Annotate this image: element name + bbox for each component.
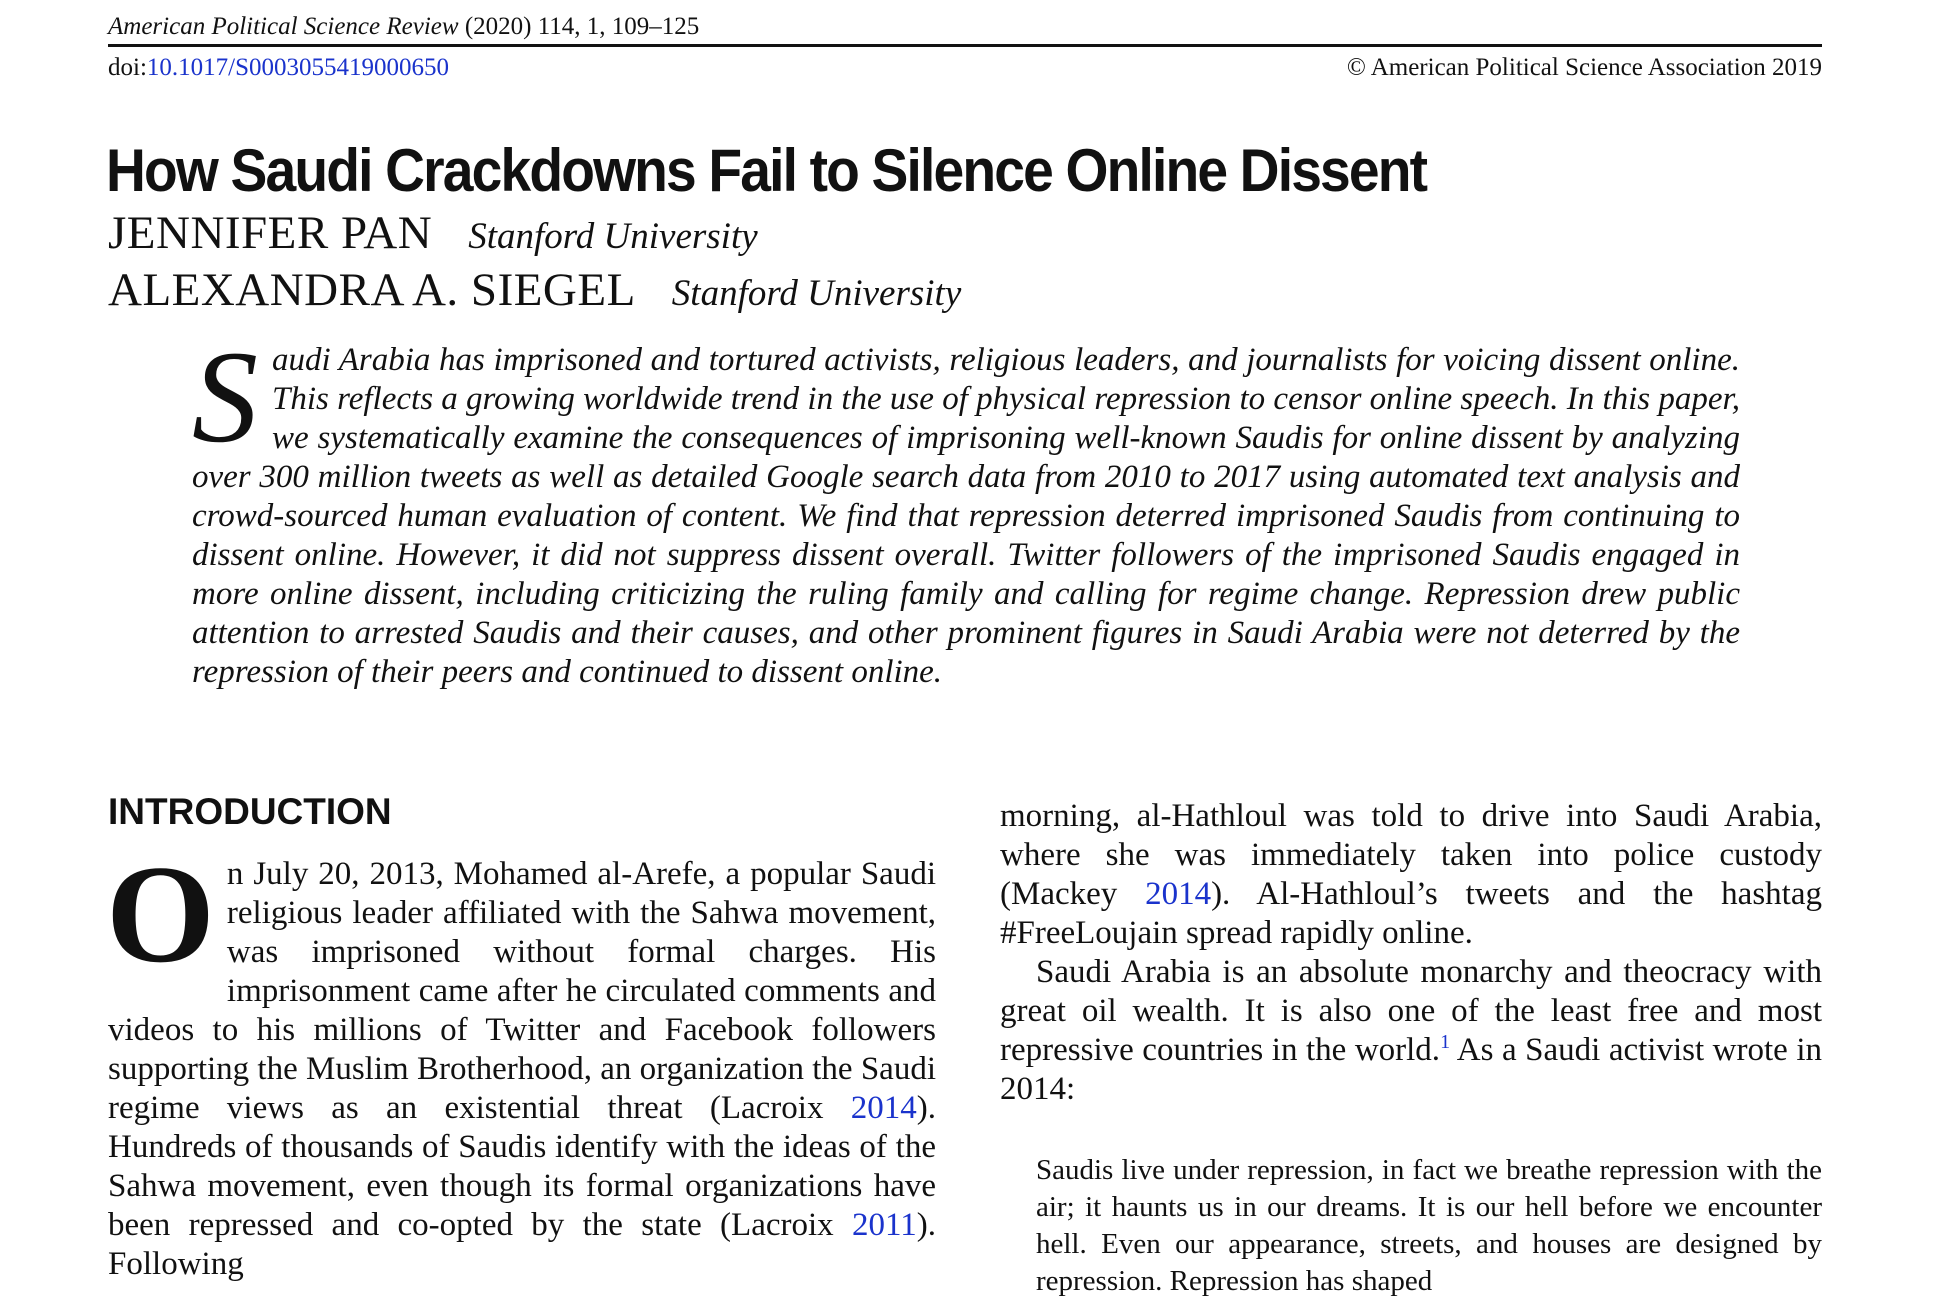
paragraph-text: ). Al-Hathloul’s tweets and the hashtag #FreeLoujain spread rapidly online. bbox=[1000, 876, 1822, 951]
paragraph-text: ). Hundreds of thousands of Saudis identify with the ideas of the Sahwa movement, even though its formal organizations have been repressed and co-opted by the state (Lacroix bbox=[108, 1090, 936, 1243]
doi-link[interactable]: 10.1017/S0003055419000650 bbox=[146, 54, 450, 81]
author-name: JENNIFER PAN bbox=[108, 207, 433, 259]
right-column bbox=[1000, 797, 1822, 1109]
paragraph-text: n July 20, 2013, Mohamed al-Arefe, a popular Saudi religious leader affiliated with the Sahwa movement, was imprisoned without formal charges. His imprisonment came after he circulated comments and videos to his millions of Twitter and Facebook followers supporting the Muslim Brotherhood, an organization the Saudi regime views as an existential threat (Lacroix bbox=[108, 856, 936, 1126]
block-quote: Saudis live under repression, in fact we breathe repression with the air; it haunts us in our dreams. It is our hell before we encounter hell. Even our appearance, streets, and houses are designed by repression. Repression has shaped bbox=[1036, 1154, 1822, 1297]
copyright-notice: © American Political Science Association 2019 bbox=[1346, 54, 1822, 81]
abstract bbox=[192, 323, 1740, 692]
section-heading: INTRODUCTION bbox=[108, 791, 392, 832]
author-affiliation: Stanford University bbox=[468, 216, 758, 257]
journal-name: American Political Science Review bbox=[108, 13, 459, 40]
paragraph-text: morning, al-Hathloul was told to drive into Saudi Arabia, where she was immediately taken into police custody (Mackey bbox=[1000, 798, 1822, 912]
paragraph bbox=[1000, 797, 1822, 953]
left-column-paragraph bbox=[106, 837, 936, 1284]
abstract-text: audi Arabia has imprisoned and tortured activists, religious leaders, and journalists for voicing dissent online. This reflects a growing worldwide trend in the use of physical repression to censor online speech. In this paper, we systematically examine the consequences of imprisoning well-known Saudis for online dissent by analyzing over 300 million tweets as well as detailed Google search data from 2010 to 2017 using automated text analysis and crowd-sourced human evaluation of content. We find that repression deterred imprisoned Saudis from continuing to dissent online. However, it did not suppress dissent overall. Twitter followers of the imprisoned Saudis engaged in more online dissent, including criticizing the ruling family and calling for regime change. Repression drew public attention to arrested Saudis and their causes, and other prominent figures in Saudi Arabia were not deterred by the repression of their peers and continued to dissent online. bbox=[192, 342, 1740, 690]
author-line bbox=[108, 205, 758, 265]
journal-issue: (2020) 114, 1, 109–125 bbox=[458, 13, 700, 40]
abstract-dropcap: S bbox=[192, 323, 258, 470]
citation-link[interactable]: 2011 bbox=[851, 1207, 917, 1243]
journal-citation bbox=[108, 12, 699, 42]
paragraph-text: As a Saudi activist wrote in 2014: bbox=[1000, 1032, 1822, 1107]
author-name: ALEXANDRA A. SIEGEL bbox=[108, 264, 636, 316]
paragraph-text: Saudi Arabia is an absolute monarchy and theocracy with great oil wealth. It is also one of the least free and most repressive countries in the world. bbox=[1000, 954, 1822, 1068]
intro-dropcap: O bbox=[106, 837, 215, 992]
doi-prefix: doi: bbox=[108, 54, 147, 81]
paragraph-text: ). Following bbox=[108, 1207, 936, 1282]
article-title: How Saudi Crackdowns Fail to Silence Online Dissent bbox=[106, 137, 1427, 204]
author-line bbox=[108, 262, 961, 322]
header-rule bbox=[108, 44, 1822, 47]
footnote-marker[interactable]: 1 bbox=[1440, 1031, 1451, 1053]
author-affiliation: Stanford University bbox=[671, 273, 962, 314]
citation-link[interactable]: 2014 bbox=[850, 1090, 917, 1126]
doi-line bbox=[108, 52, 449, 84]
paragraph bbox=[1000, 953, 1822, 1109]
citation-link[interactable]: 2014 bbox=[1145, 876, 1212, 912]
